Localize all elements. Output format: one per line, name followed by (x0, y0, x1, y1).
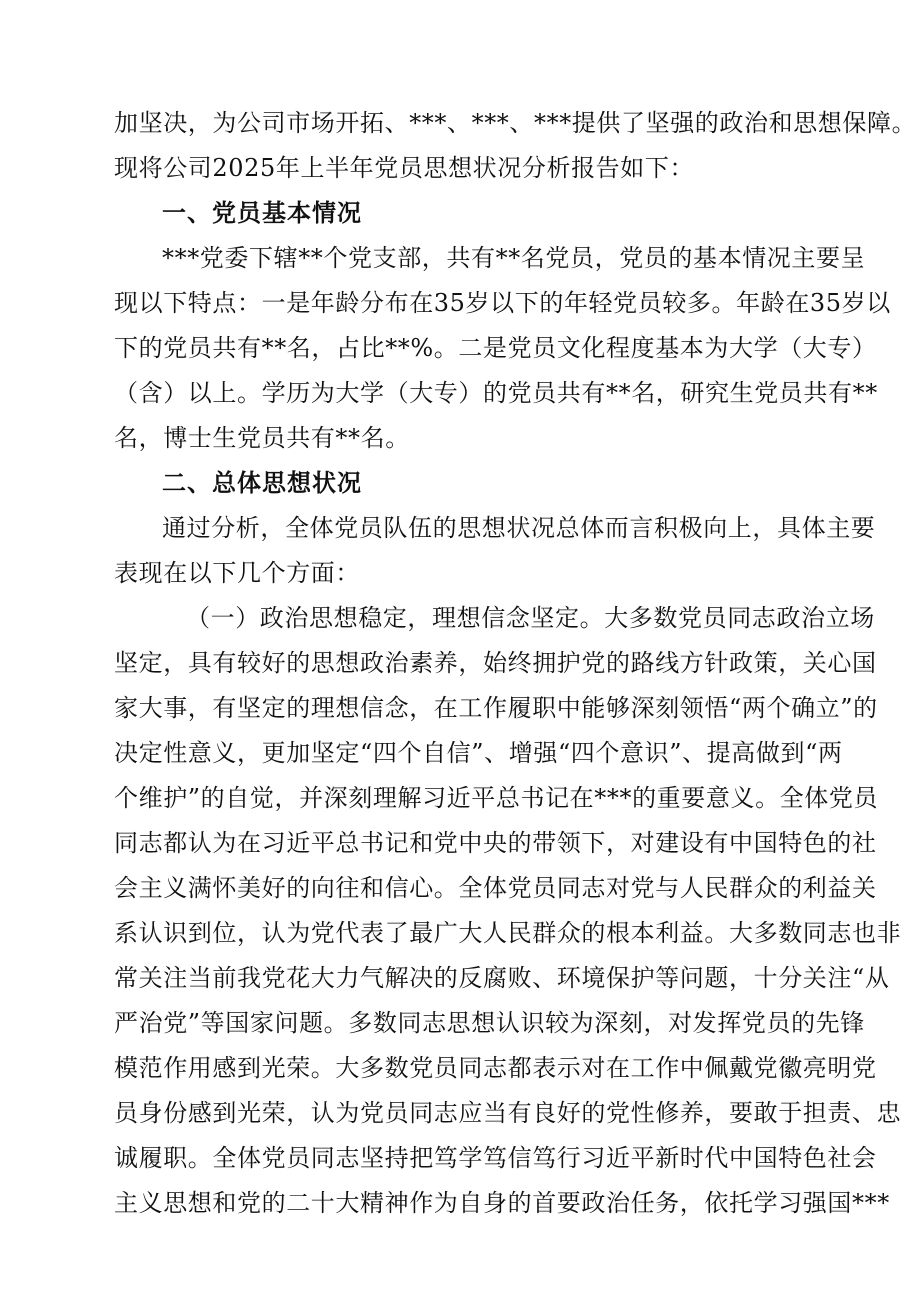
intro-line-2: 现将公司2025年上半年党员思想状况分析报告如下： (114, 154, 695, 182)
sub-1-line-14: 主义思想和党的二十大精神作为自身的首要政治任务，依托学习强国*** (114, 1189, 890, 1217)
sub-1-line-1: （一）政治思想稳定，理想信念坚定。大多数党员同志政治立场 (186, 604, 875, 632)
intro-line-1: 加坚决，为公司市场开拓、***、***、***提供了坚强的政治和思想保障。 (114, 109, 917, 137)
sub-1-line-7: 会主义满怀美好的向往和信心。全体党员同志对党与人民群众的利益关 (114, 874, 877, 902)
sub-1-line-5: 个维护”的自觉，并深刻理解习近平总书记在***的重要意义。全体党员 (114, 784, 879, 812)
sub-1-line-3: 家大事，有坚定的理想信念，在工作履职中能够深刻领悟“两个确立”的 (114, 694, 878, 722)
section-2-intro-line-1: 通过分析，全体党员队伍的思想状况总体而言积极向上，具体主要 (162, 514, 876, 542)
section-2-intro-line-2: 表现在以下几个方面： (114, 559, 360, 587)
sub-1-line-11: 模范作用感到光荣。大多数党员同志都表示对在工作中佩戴党徽亮明党 (114, 1054, 877, 1082)
section-1-line-1: ***党委下辖**个党支部，共有**名党员，党员的基本情况主要呈 (162, 244, 866, 272)
sub-1-line-8: 系认识到位，认为党代表了最广大人民群众的根本利益。大多数同志也非 (114, 919, 902, 947)
section-1-line-2: 现以下特点：一是年龄分布在35岁以下的年轻党员较多。年龄在35岁以 (114, 289, 891, 317)
section-1-heading: 一、党员基本情况 (162, 199, 362, 227)
sub-1-line-2: 坚定，具有较好的思想政治素养，始终拥护党的路线方针政策，关心国 (114, 649, 877, 677)
section-2-heading: 二、总体思想状况 (162, 469, 362, 497)
sub-1-line-6: 同志都认为在习近平总书记和党中央的带领下，对建设有中国特色的社 (114, 829, 877, 857)
sub-1-line-10: 严治党”等国家问题。多数同志思想认识较为深刻，对发挥党员的先锋 (114, 1009, 865, 1037)
sub-1-line-9: 常关注当前我党花大力气解决的反腐败、环境保护等问题，十分关注“从 (114, 964, 890, 992)
section-1-line-3: 下的党员共有**名，占比**%。二是党员文化程度基本为大学（大专） (114, 334, 877, 362)
sub-1-line-12: 员身份感到光荣，认为党员同志应当有良好的党性修养，要敢于担责、忠 (114, 1099, 902, 1127)
sub-1-line-4: 决定性意义，更加坚定“四个自信”、增强“四个意识”、提高做到“两 (114, 739, 843, 767)
section-1-line-4: （含）以上。学历为大学（大专）的党员共有**名，研究生党员共有** (114, 379, 878, 407)
section-1-line-5: 名，博士生党员共有**名。 (114, 424, 410, 452)
sub-1-line-13: 诚履职。全体党员同志坚持把笃学笃信笃行习近平新时代中国特色社会 (114, 1144, 877, 1172)
